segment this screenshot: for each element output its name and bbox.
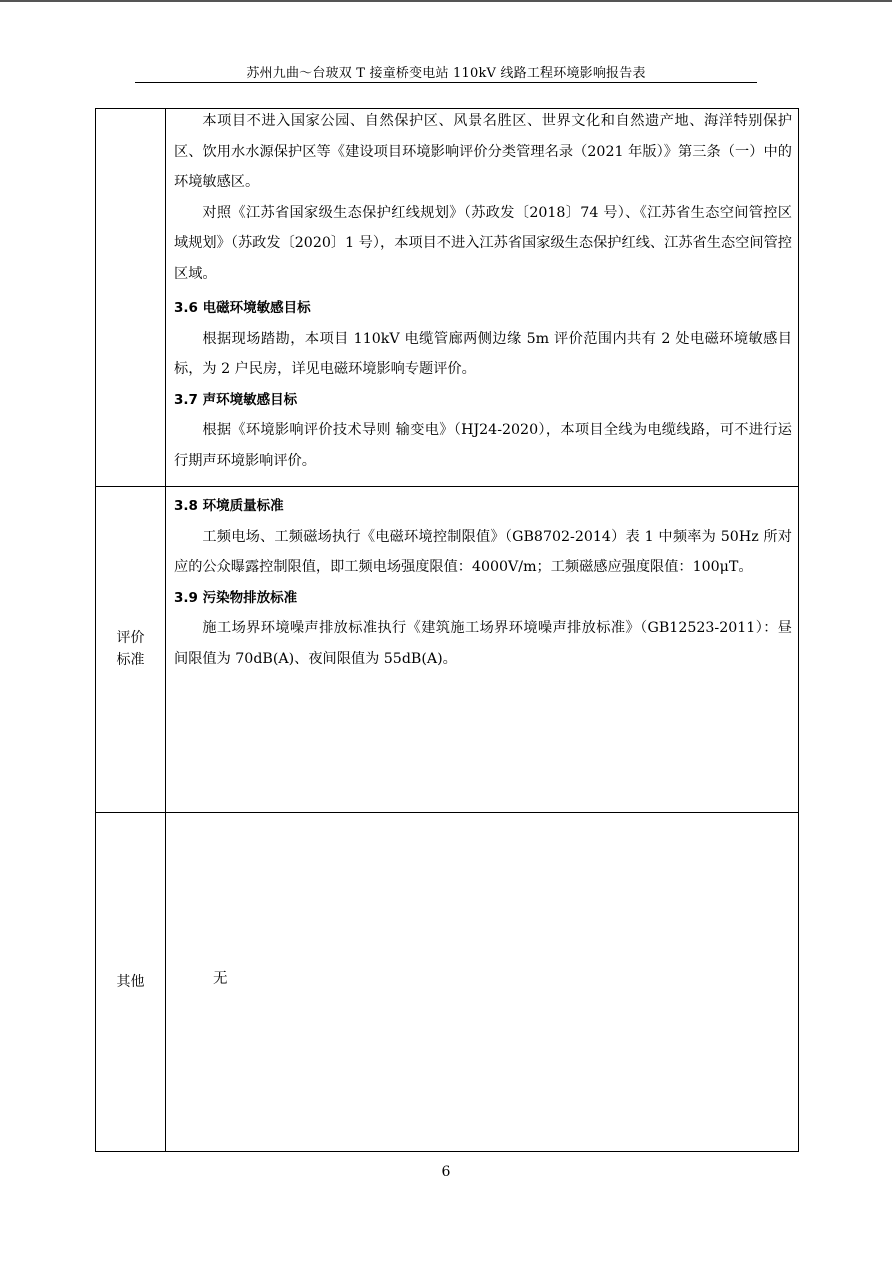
label-line: 标准 <box>116 652 145 668</box>
header-underline <box>135 82 757 83</box>
label-line: 评价 <box>116 630 145 646</box>
page-top-border <box>0 0 892 2</box>
paragraph: 本项目不进入国家公园、自然保护区、风景名胜区、世界文化和自然遗产地、海洋特别保护区、饮用水水源保护区等《建设项目环境影响评价分类管理名录（2021 年版）》第三条（一）中的环境敏感区。 <box>174 113 792 190</box>
report-table <box>95 108 799 1152</box>
paragraph: 工频电场、工频磁场执行《电磁环境控制限值》（GB8702-2014）表 1 中频率为 50Hz 所对应的公众曝露控制限值，即工频电场强度限值：4000V/m；工频磁感应强度限值：100μT。 <box>174 528 792 575</box>
other-value: 无 <box>213 971 228 987</box>
table-row-divider <box>96 486 798 487</box>
row-label-standards <box>96 627 165 671</box>
row-label-other: 其他 <box>116 974 145 990</box>
paragraph: 根据现场踏勘，本项目 110kV 电缆管廊两侧边缘 5m 评价范围内共有 2 处电磁环境敏感目标，为 2 户民房，详见电磁环境影响专题评价。 <box>174 330 792 377</box>
report-header-title: 苏州九曲～台玻双 T 接童桥变电站 110kV 线路工程环境影响报告表 <box>246 66 646 81</box>
table-row-divider <box>96 812 798 813</box>
section-heading-3-6: 3.6 电磁环境敏感目标 <box>174 300 311 316</box>
sensitive-areas-cell <box>174 106 792 476</box>
section-heading-3-7: 3.7 声环境敏感目标 <box>174 391 298 408</box>
table-column-divider <box>165 109 166 1151</box>
section-heading-3-8: 3.8 环境质量标准 <box>174 498 284 514</box>
section-heading-3-9: 3.9 污染物排放标准 <box>174 589 298 606</box>
standards-cell <box>174 491 792 674</box>
paragraph: 施工场界环境噪声排放标准执行《建筑施工场界环境噪声排放标准》（GB12523-2011）：昼间限值为 70dB(A)、夜间限值为 55dB(A)。 <box>174 620 792 667</box>
page-number: 6 <box>441 1164 451 1180</box>
paragraph: 根据《环境影响评价技术导则 输变电》（HJ24-2020），本项目全线为电缆线路，可不进行运行期声环境影响评价。 <box>174 422 792 469</box>
paragraph: 对照《江苏省国家级生态保护红线规划》（苏政发〔2018〕74 号）、《江苏省生态空间管控区域规划》（苏政发〔2020〕1 号），本项目不进入江苏省国家级生态保护红线、江苏省生态空间管控区域。 <box>174 204 792 282</box>
